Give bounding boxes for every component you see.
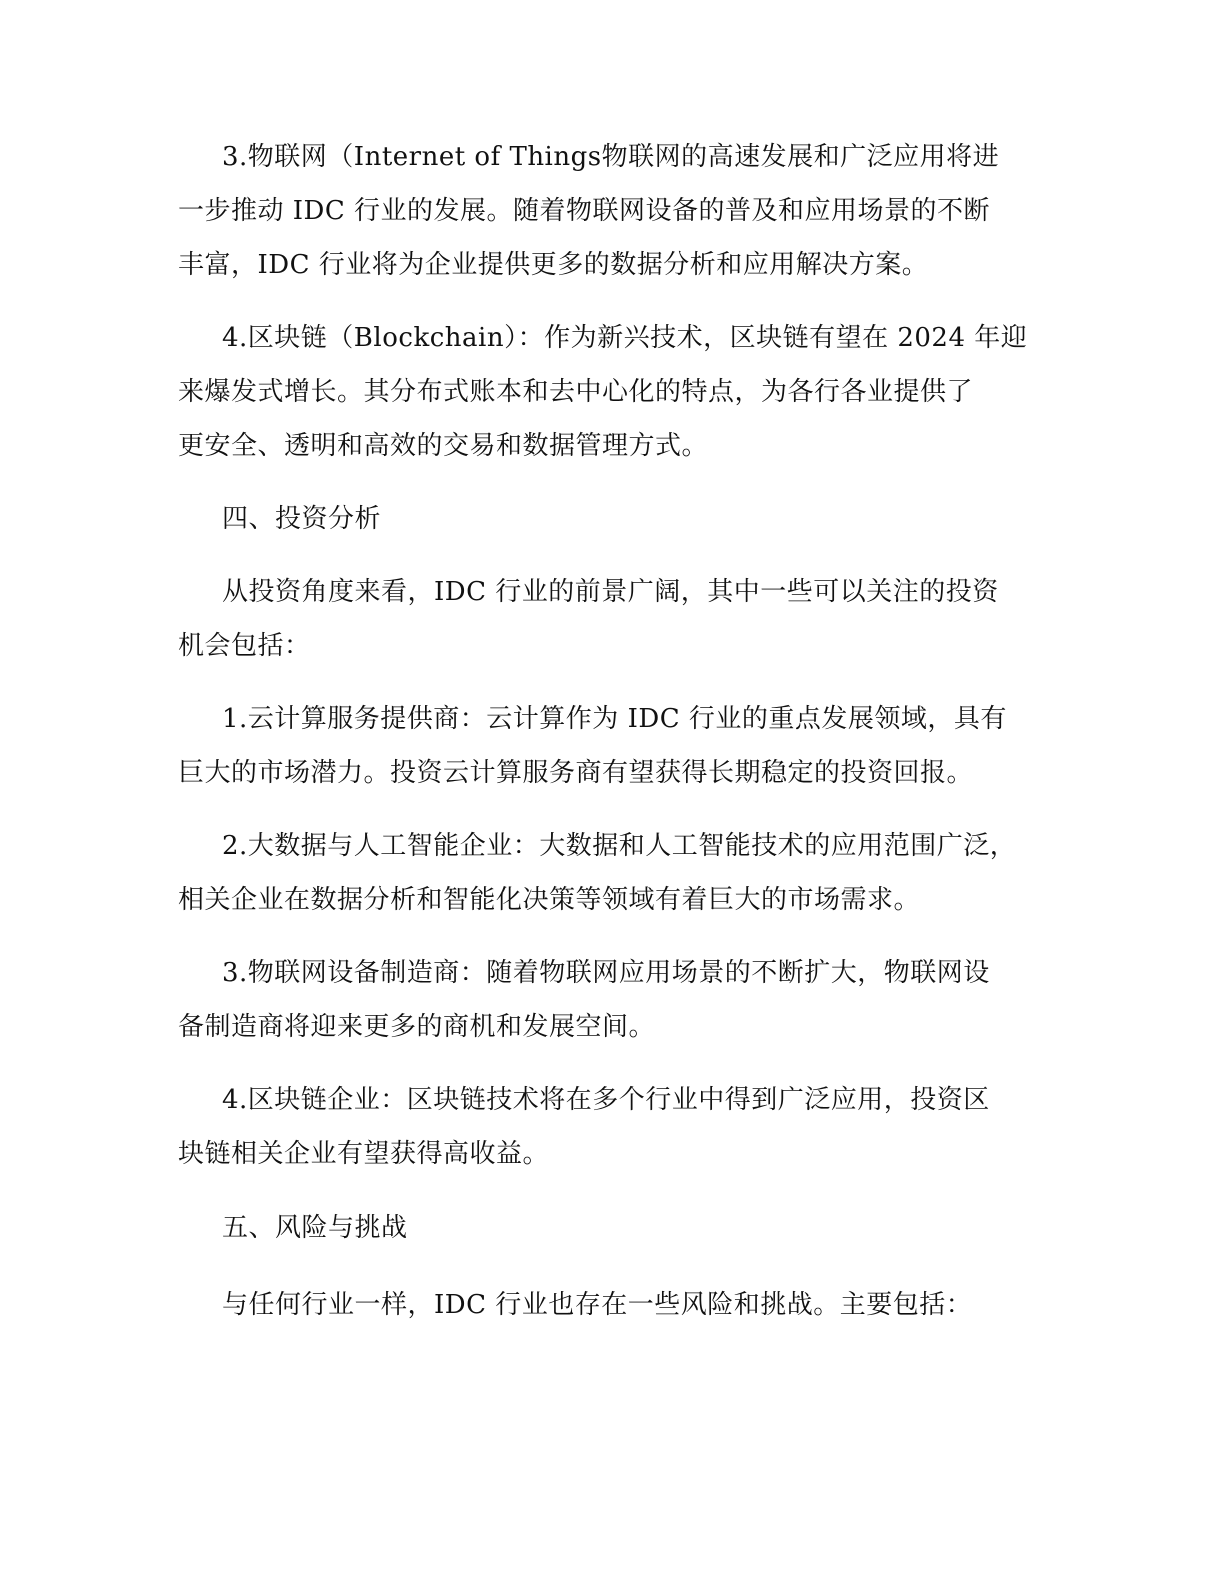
paragraph-line: 2.大数据与人工智能企业：大数据和人工智能技术的应用范围广泛， bbox=[222, 831, 1017, 861]
section-heading-text: 五、风险与挑战 bbox=[222, 1213, 408, 1243]
section-heading-risks bbox=[178, 1201, 1048, 1255]
paragraph-line: 与任何行业一样，IDC 行业也存在一些风险和挑战。主要包括： bbox=[222, 1290, 973, 1320]
investment-intro-paragraph bbox=[178, 565, 1048, 673]
paragraph-line: 巨大的市场潜力。投资云计算服务商有望获得长期稳定的投资回报。 bbox=[178, 758, 974, 788]
paragraph-line: 4.区块链（Blockchain）：作为新兴技术，区块链有望在 2024 年迎 bbox=[222, 323, 1028, 353]
paragraph-line: 1.云计算服务提供商：云计算作为 IDC 行业的重点发展领域，具有 bbox=[222, 704, 1007, 734]
paragraph-line: 更安全、透明和高效的交易和数据管理方式。 bbox=[178, 431, 709, 461]
list-item-cloud-providers bbox=[178, 692, 1048, 800]
paragraph-line: 备制造商将迎来更多的商机和发展空间。 bbox=[178, 1012, 656, 1042]
paragraph-line: 块链相关企业有望获得高收益。 bbox=[178, 1139, 550, 1169]
paragraph-line: 3.物联网设备制造商：随着物联网应用场景的不断扩大，物联网设 bbox=[222, 958, 990, 988]
list-item-iot-manufacturers bbox=[178, 946, 1048, 1054]
risks-intro-paragraph bbox=[178, 1278, 1048, 1332]
list-item-blockchain-companies bbox=[178, 1073, 1048, 1181]
paragraph-line: 来爆发式增长。其分布式账本和去中心化的特点，为各行各业提供了 bbox=[178, 377, 974, 407]
paragraph-line: 一步推动 IDC 行业的发展。随着物联网设备的普及和应用场景的不断 bbox=[178, 196, 991, 226]
section-heading-investment bbox=[178, 492, 1048, 546]
list-item-iot bbox=[178, 130, 1048, 292]
paragraph-line: 机会包括： bbox=[178, 631, 311, 661]
list-item-bigdata-ai bbox=[178, 819, 1048, 927]
paragraph-line: 从投资角度来看，IDC 行业的前景广阔，其中一些可以关注的投资 bbox=[222, 577, 999, 607]
paragraph-line: 丰富，IDC 行业将为企业提供更多的数据分析和应用解决方案。 bbox=[178, 250, 929, 280]
list-item-blockchain bbox=[178, 311, 1048, 473]
paragraph-line: 3.物联网（Internet of Things物联网的高速发展和广泛应用将进 bbox=[222, 142, 1000, 172]
paragraph-line: 4.区块链企业：区块链技术将在多个行业中得到广泛应用，投资区 bbox=[222, 1085, 990, 1115]
paragraph-line: 相关企业在数据分析和智能化决策等领域有着巨大的市场需求。 bbox=[178, 885, 921, 915]
section-heading-text: 四、投资分析 bbox=[222, 504, 382, 534]
